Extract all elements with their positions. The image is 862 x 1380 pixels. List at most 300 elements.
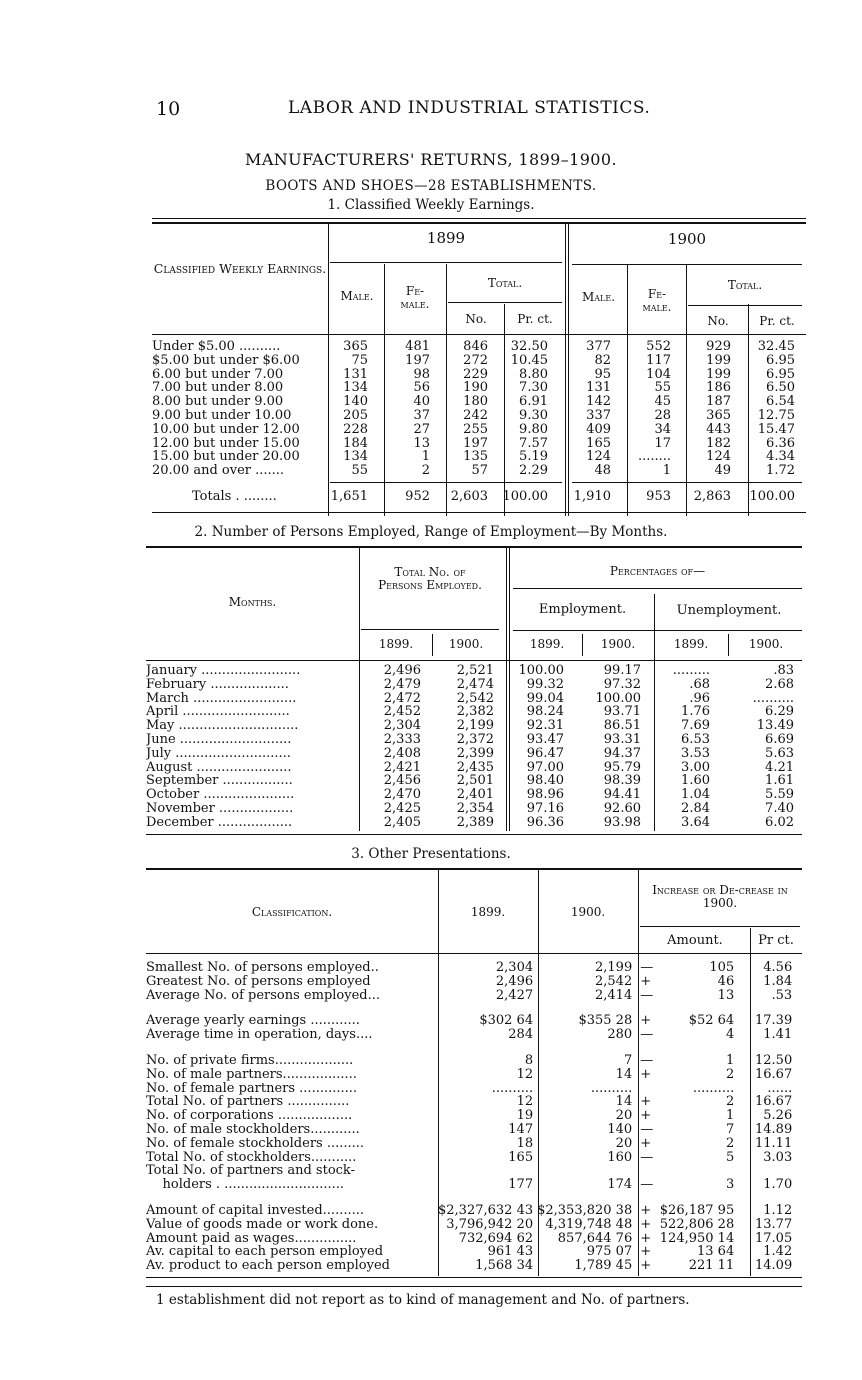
t3-change-amount: 1 <box>725 1108 735 1124</box>
t3-change-sign: + <box>640 1094 652 1110</box>
t3-value-1899: 12 <box>516 1094 534 1110</box>
table-row <box>146 1218 796 1232</box>
t1-no-1899: No. <box>465 312 487 326</box>
t1-female-1899: 481 <box>405 339 430 354</box>
t3-change-prct: 14.09 <box>755 1258 793 1274</box>
t3-classification: Average time in operation, days.... <box>146 1028 373 1042</box>
t2-unemployment-1900: 2.68 <box>765 676 794 692</box>
t2-unemployment-1899: ......... <box>672 663 710 678</box>
t2-employment-1899: 96.36 <box>526 814 564 830</box>
t3-change-sign: + <box>640 1135 652 1151</box>
t3-value-1899: 8 <box>524 1052 534 1068</box>
t2-months-label: Months. <box>228 595 277 609</box>
t1-totals-male-1899: 1,651 <box>330 489 368 504</box>
t3-change-sign: + <box>640 1202 652 1218</box>
t1-male-1899: 205 <box>343 407 368 423</box>
t3-year-1900: 1900. <box>570 905 606 919</box>
t1-totals-earnings-range: Totals . ........ <box>192 489 277 504</box>
table-row <box>146 678 800 692</box>
t1-earnings-range: 10.00 but under 12.00 <box>152 421 300 437</box>
t2-month: December .................. <box>146 815 293 830</box>
t1-total-prct-1900: 6.50 <box>766 380 795 396</box>
t2-year-1900-employment: 1900. <box>600 637 636 651</box>
table1-heading: 1. Classified Weekly Earnings. <box>327 197 535 213</box>
t3-change-prct: 16.67 <box>755 1094 793 1110</box>
t2-unemployment-1899: 3.64 <box>681 814 710 830</box>
t2-persons-1899: 2,304 <box>383 718 421 734</box>
t1-male-1900: 48 <box>594 463 611 479</box>
t2-employment-1900: 97.32 <box>603 676 641 692</box>
table-row <box>146 989 796 1003</box>
t1-earnings-range: 6.00 but under 7.00 <box>152 366 284 382</box>
t2-employment-1900: 93.31 <box>603 731 641 747</box>
t1-female-1899: 27 <box>413 421 430 437</box>
t2-persons-1899: 2,333 <box>383 731 421 747</box>
table-row <box>146 774 800 788</box>
t3-classification: Total No. of partners and stock- <box>146 1164 355 1179</box>
table-row <box>146 1014 796 1028</box>
t2-persons-1900: 2,199 <box>456 718 494 734</box>
t3-change-sign: — <box>640 1052 654 1068</box>
t2-persons-1900: 2,501 <box>456 773 494 789</box>
t1-totals-total-no-1899: 2,603 <box>450 489 488 504</box>
t1-total-prct-1899: 7.57 <box>519 435 548 451</box>
t3-change-prct: 17.39 <box>755 1013 793 1029</box>
t3-value-1899: $2,327,632 43 <box>438 1202 534 1218</box>
t1-year-1899: 1899 <box>426 229 466 247</box>
t1-female-1899: 2 <box>421 463 430 479</box>
t2-employment-1899: 98.96 <box>526 787 564 803</box>
t1-total-no-1900: 182 <box>706 435 731 451</box>
table-row <box>152 437 799 451</box>
t2-month: May ............................. <box>146 719 299 733</box>
t3-change-sign: — <box>640 987 654 1003</box>
t3-value-1899: .......... <box>491 1080 534 1096</box>
t1-total-no-1900: 365 <box>706 407 731 423</box>
t3-value-1899: 3,796,942 20 <box>446 1216 534 1232</box>
t1-male-1899: 55 <box>351 463 368 479</box>
t2-unemployment-1900: 5.63 <box>765 745 794 761</box>
t1-total-no-1900: 124 <box>706 449 731 465</box>
t3-change-amount: 522,806 28 <box>659 1216 735 1232</box>
table-row <box>146 1259 796 1273</box>
t3-change-prct: 3.03 <box>763 1149 793 1165</box>
t3-change-sign: + <box>640 1013 652 1029</box>
table-row <box>146 1164 796 1178</box>
table-row <box>152 340 799 354</box>
t1-total-no-1899: 180 <box>463 394 488 410</box>
t1-male-1899: 134 <box>343 380 368 396</box>
t1-total-no-1899: 135 <box>463 449 488 465</box>
table-row <box>152 423 799 437</box>
t1-male-1899: 184 <box>343 435 368 451</box>
t3-change-prct: 1.84 <box>763 973 793 989</box>
t1-earnings-range: 9.00 but under 10.00 <box>152 407 292 423</box>
table-row <box>146 1151 796 1165</box>
t3-value-1900 <box>537 1164 636 1178</box>
t2-unemployment-1900: 7.40 <box>765 800 794 816</box>
t2-month: March ......................... <box>146 691 297 706</box>
t1-female-1900: 552 <box>646 339 671 354</box>
t3-change-sign: — <box>640 1177 654 1193</box>
t1-total-no-1899: 190 <box>463 380 488 396</box>
t3-classification: Average No. of persons employed... <box>146 988 381 1003</box>
t2-unemployment-1899: 7.69 <box>681 718 710 734</box>
t3-change-sign <box>636 1164 658 1178</box>
table-row <box>146 719 800 733</box>
t2-persons-1900: 2,435 <box>456 759 494 775</box>
t2-persons-1899: 2,452 <box>383 704 421 720</box>
t3-change-prct: .53 <box>771 987 793 1003</box>
t2-month: September ................. <box>146 774 293 789</box>
t2-month: January ........................ <box>146 664 301 678</box>
t3-change-amount: 124,950 14 <box>659 1230 735 1246</box>
t3-change-sign: + <box>640 973 652 989</box>
t1-male-1900: 95 <box>594 366 611 382</box>
t1-female-1900: 55 <box>654 380 671 396</box>
t1-male-1899: 134 <box>343 449 368 465</box>
t3-value-1900: 140 <box>607 1121 633 1137</box>
t2-persons-1899: 2,479 <box>383 676 421 692</box>
t3-year-1899: 1899. <box>470 905 506 919</box>
t2-persons-1900: 2,401 <box>456 787 494 803</box>
t3-value-1899: $302 64 <box>479 1013 534 1029</box>
t3-classification: Smallest No. of persons employed.. <box>146 961 379 975</box>
t3-value-1899: 12 <box>516 1066 534 1082</box>
footnote: 1 establishment did not report as to kind of management and No. of partners. <box>156 1292 690 1308</box>
t1-total-prct-1900: 6.95 <box>766 366 795 382</box>
t3-value-1899: 732,694 62 <box>458 1230 534 1246</box>
t3-classification: Amount of capital invested.......... <box>146 1203 364 1218</box>
t2-year-1899-employment: 1899. <box>529 637 565 651</box>
t3-classification: Amount paid as wages............... <box>146 1231 357 1246</box>
t3-value-1899: 2,496 <box>495 973 534 989</box>
table-row <box>152 395 799 409</box>
t1-male-1899: 228 <box>343 421 368 437</box>
t1-female-1899: 1 <box>421 449 430 465</box>
t2-unemployment-1900: 6.02 <box>765 814 794 830</box>
t1-total-prct-1899: 2.29 <box>519 463 548 479</box>
t3-value-1900: 2,414 <box>595 987 633 1003</box>
t3-value-1899: 18 <box>516 1135 534 1151</box>
t3-change-prct <box>738 1164 796 1178</box>
t1-earnings-range: 7.00 but under 8.00 <box>152 380 284 396</box>
t1-total-no-1899: 272 <box>463 352 488 368</box>
t3-value-1900: 160 <box>607 1149 633 1165</box>
t3-change-sign: — <box>640 960 654 975</box>
t3-change-amount: .......... <box>692 1080 735 1096</box>
report-subtitle: BOOTS AND SHOES—28 ESTABLISHMENTS. <box>265 178 597 194</box>
t1-total-no-1900: 186 <box>706 380 731 396</box>
t1-no-1900: No. <box>707 314 729 328</box>
t1-earnings-range: Under $5.00 .......... <box>152 339 281 354</box>
t1-female-1900: Fe-male. <box>642 287 672 314</box>
t3-value-1899: 2,427 <box>495 987 534 1003</box>
t1-total-no-1900: 199 <box>706 366 731 382</box>
t3-value-1900: 14 <box>615 1094 633 1110</box>
t1-earnings-range: 20.00 and over ....... <box>152 463 285 479</box>
t1-total-no-1899: 229 <box>463 366 488 382</box>
table-row <box>146 664 800 678</box>
table-row <box>146 705 800 719</box>
t3-prct-label: Pr ct. <box>758 933 794 948</box>
report-title: MANUFACTURERS' RETURNS, 1899–1900. <box>245 150 617 169</box>
t3-classification-label: Classification. <box>251 905 333 919</box>
t3-change-amount: 13 <box>717 987 735 1003</box>
t3-change-sign: — <box>640 1121 654 1137</box>
t3-value-1900: 857,644 76 <box>557 1230 633 1246</box>
t3-value-1900: 975 07 <box>586 1244 633 1260</box>
t1-total-no-1899: 197 <box>463 435 488 451</box>
t3-change-prct: 1.12 <box>763 1202 793 1218</box>
t2-year-1900-persons: 1900. <box>448 637 484 651</box>
t3-change-prct: 11.11 <box>755 1135 793 1151</box>
t1-totals-female-1900: 953 <box>646 489 671 504</box>
t3-change-prct: 14.89 <box>755 1121 793 1137</box>
t3-value-1899: 1,568 34 <box>475 1258 534 1274</box>
table-row <box>146 761 800 775</box>
t1-totals-male-1900: 1,910 <box>573 489 611 504</box>
table-row <box>146 1245 796 1259</box>
t1-female-1899: 37 <box>413 407 430 423</box>
t1-female-1900: ........ <box>637 449 671 465</box>
t1-total-no-1900: 443 <box>706 421 731 437</box>
t3-classification: Average yearly earnings ............ <box>146 1014 360 1029</box>
t1-earnings-range: $5.00 but under $6.00 <box>152 352 300 368</box>
t2-employment-1900: 92.60 <box>603 800 641 816</box>
t3-incdec-label: Increase or De-crease in 1900. <box>652 883 788 910</box>
t3-change-prct: ...... <box>767 1080 793 1096</box>
t3-value-1899 <box>438 1164 537 1178</box>
t1-male-1900: 377 <box>586 339 611 354</box>
table-row <box>146 747 800 761</box>
t3-change-sign <box>636 1082 658 1096</box>
t3-change-amount: $26,187 95 <box>659 1202 735 1218</box>
t1-total-prct-1900: 6.54 <box>766 394 795 410</box>
t1-female-1900: 104 <box>646 366 671 382</box>
t1-total-no-1899: 255 <box>463 421 488 437</box>
t3-value-1900: 4,319,748 48 <box>545 1216 633 1232</box>
t3-value-1900: 20 <box>615 1135 633 1151</box>
t1-total-no-1899: 846 <box>463 339 488 354</box>
t1-male-1900: 82 <box>594 352 611 368</box>
t1-earnings-range: 15.00 but under 20.00 <box>152 449 300 465</box>
t2-persons-1900: 2,521 <box>456 663 494 678</box>
t1-totals-female-1899: 952 <box>405 489 430 504</box>
t3-change-amount: $52 64 <box>688 1013 735 1029</box>
table-row <box>146 1109 796 1123</box>
t3-change-prct: 1.41 <box>763 1027 793 1043</box>
t3-change-sign: + <box>640 1066 652 1082</box>
t3-classification: Total No. of partners ............... <box>146 1095 350 1110</box>
t3-value-1900: $355 28 <box>578 1013 633 1029</box>
t2-persons-1899: 2,472 <box>383 690 421 706</box>
t1-total-no-1899: 242 <box>463 407 488 423</box>
table-row <box>146 1095 796 1109</box>
t3-change-amount: 7 <box>725 1121 735 1137</box>
t3-change-amount: 1 <box>725 1052 735 1068</box>
t1-total-prct-1899: 9.30 <box>519 407 548 423</box>
t1-total-prct-1899: 32.50 <box>510 339 548 354</box>
t2-employment-1899: 99.04 <box>526 690 564 706</box>
t3-classification: No. of female partners .............. <box>146 1081 358 1096</box>
t2-employment-1900: 94.41 <box>603 787 641 803</box>
t2-month: February ................... <box>146 677 289 692</box>
t3-change-prct: 1.42 <box>763 1244 793 1260</box>
table-row <box>146 816 800 830</box>
table-row <box>146 961 796 975</box>
group-spacer <box>146 1042 796 1054</box>
table-row <box>152 409 799 423</box>
t1-prct-1899: Pr. ct. <box>517 312 553 326</box>
t2-unemployment-1900: 6.29 <box>765 704 794 720</box>
t1-total-no-1900: 929 <box>706 339 731 354</box>
t1-total-prct-1899: 9.80 <box>519 421 548 437</box>
t3-change-sign: + <box>640 1230 652 1246</box>
t2-employment-1900: 95.79 <box>603 759 641 775</box>
t1-total-prct-1900: 6.36 <box>766 435 795 451</box>
t3-value-1900: 2,542 <box>595 973 633 989</box>
t3-change-amount: 5 <box>725 1149 735 1165</box>
t1-total-prct-1899: 5.19 <box>519 449 548 465</box>
t3-change-sign: — <box>640 1027 654 1043</box>
t2-persons-1899: 2,425 <box>383 800 421 816</box>
t1-total-no-1900: 199 <box>706 352 731 368</box>
t2-employment-1900: 86.51 <box>603 718 641 734</box>
t2-persons-1899: 2,496 <box>383 663 421 678</box>
t2-persons-1899: 2,456 <box>383 773 421 789</box>
t1-earnings-range: 8.00 but under 9.00 <box>152 394 284 410</box>
table-row <box>152 464 799 478</box>
t2-unemployment-1900: 6.69 <box>765 731 794 747</box>
t3-value-1900: .......... <box>590 1080 633 1096</box>
t3-change-amount: 105 <box>709 960 735 975</box>
t3-value-1899: 2,304 <box>495 960 534 975</box>
t2-month: October ...................... <box>146 788 295 802</box>
t2-unemployment-1899: 2.84 <box>681 800 710 816</box>
t3-classification: Av. product to each person employed <box>146 1259 390 1273</box>
t1-male-1900: Male. <box>581 290 616 304</box>
t1-total-prct-1900: 1.72 <box>766 463 795 479</box>
table-row <box>152 368 799 382</box>
t2-unemployment-1899: 3.53 <box>681 745 710 761</box>
t3-change-amount: 3 <box>725 1177 735 1193</box>
t3-value-1899: 177 <box>508 1177 534 1193</box>
t3-classification: No. of corporations .................. <box>146 1109 353 1123</box>
t2-month: June ........................... <box>146 732 292 747</box>
t1-year-1900: 1900 <box>667 230 707 248</box>
t3-classification: No. of male stockholders............ <box>146 1122 360 1137</box>
t3-change-prct: 16.67 <box>755 1066 793 1082</box>
t1-female-1899: 56 <box>413 380 430 396</box>
t3-change-sign: — <box>640 1149 654 1165</box>
t3-classification: Value of goods made or work done. <box>146 1217 379 1232</box>
t1-earnings-range: 12.00 but under 15.00 <box>152 435 300 451</box>
t1-female-1899: 98 <box>413 366 430 382</box>
t3-change-amount <box>658 1164 738 1178</box>
t2-employment-1899: 96.47 <box>526 745 564 761</box>
t3-change-sign: + <box>640 1244 652 1260</box>
table-row <box>152 354 799 368</box>
t1-male-1900: 165 <box>586 435 611 451</box>
t3-value-1899: 961 43 <box>487 1244 534 1260</box>
t2-employment-1899: 92.31 <box>526 718 564 734</box>
t2-unemployment-1899: 1.60 <box>681 773 710 789</box>
t3-classification: Greatest No. of persons employed <box>146 974 371 989</box>
t2-unemployment-1900: .......... <box>752 690 794 706</box>
t3-classification: Total No. of stockholders........... <box>146 1150 357 1165</box>
t2-employment-1900: 93.71 <box>603 704 641 720</box>
table3-heading: 3. Other Presentations. <box>351 846 511 862</box>
t3-value-1899: 284 <box>508 1027 534 1043</box>
t3-change-sign: + <box>640 1258 652 1274</box>
t2-unemployment-1900: 13.49 <box>756 718 794 734</box>
t1-total-no-1900: 49 <box>714 463 731 479</box>
t2-employment-1899: 97.16 <box>526 800 564 816</box>
t1-total-prct-1899: 6.91 <box>519 394 548 410</box>
running-head-title: LABOR AND INDUSTRIAL STATISTICS. <box>288 98 651 118</box>
t1-total-prct-1900: 32.45 <box>757 339 795 354</box>
t1-total-prct-1900: 4.34 <box>766 449 795 465</box>
table-row <box>146 1028 796 1042</box>
t1-total-1899: Total. <box>487 276 523 290</box>
t2-employment-1899: 99.32 <box>526 676 564 692</box>
t1-male-1899: 75 <box>351 352 368 368</box>
t2-persons-1900: 2,399 <box>456 745 494 761</box>
t3-value-1900: $2,353,820 38 <box>537 1202 633 1218</box>
t3-change-prct: 12.50 <box>755 1052 793 1068</box>
t2-employment-label: Employment. <box>538 602 627 617</box>
t3-change-prct: 17.05 <box>755 1230 793 1246</box>
t2-unemployment-1899: 1.76 <box>681 704 710 720</box>
t1-prct-1900: Pr. ct. <box>759 314 795 328</box>
table-row <box>146 1123 796 1137</box>
table-row <box>146 975 796 989</box>
table-row <box>152 450 799 464</box>
table-row <box>146 733 800 747</box>
t2-persons-1900: 2,474 <box>456 676 494 692</box>
t3-value-1900: 20 <box>615 1108 633 1124</box>
t3-value-1900: 2,199 <box>595 960 633 975</box>
table-row <box>146 1068 796 1082</box>
t3-change-amount: 221 11 <box>688 1258 735 1274</box>
t2-persons-1900: 2,542 <box>456 690 494 706</box>
t1-male-1899: 131 <box>343 366 368 382</box>
t3-change-amount: 2 <box>725 1094 735 1110</box>
t2-month: July ............................ <box>146 746 291 761</box>
t1-male-1900: 409 <box>586 421 611 437</box>
t3-classification: holders . ............................. <box>146 1178 345 1192</box>
t2-year-1899-unemployment: 1899. <box>673 637 709 651</box>
t1-male-1900: 124 <box>586 449 611 465</box>
t3-change-amount: 2 <box>725 1135 735 1151</box>
t2-persons-1900: 2,354 <box>456 800 494 816</box>
t1-totals-row <box>152 490 799 504</box>
t2-employment-1900: 98.39 <box>603 773 641 789</box>
table-row <box>146 1137 796 1151</box>
t1-total-prct-1899: 10.45 <box>510 352 548 368</box>
t1-totals-total-prct-1900: 100.00 <box>749 489 795 504</box>
table-row <box>146 692 800 706</box>
t3-change-prct: 13.77 <box>755 1216 793 1232</box>
table-row <box>146 1082 796 1096</box>
t1-total-no-1899: 57 <box>471 463 488 479</box>
t1-female-1900: 17 <box>654 435 671 451</box>
t1-total-prct-1899: 8.80 <box>519 366 548 382</box>
t1-total-prct-1899: 7.30 <box>519 380 548 396</box>
t2-employment-1900: 93.98 <box>603 814 641 830</box>
t3-classification: No. of male partners.................. <box>146 1067 357 1082</box>
